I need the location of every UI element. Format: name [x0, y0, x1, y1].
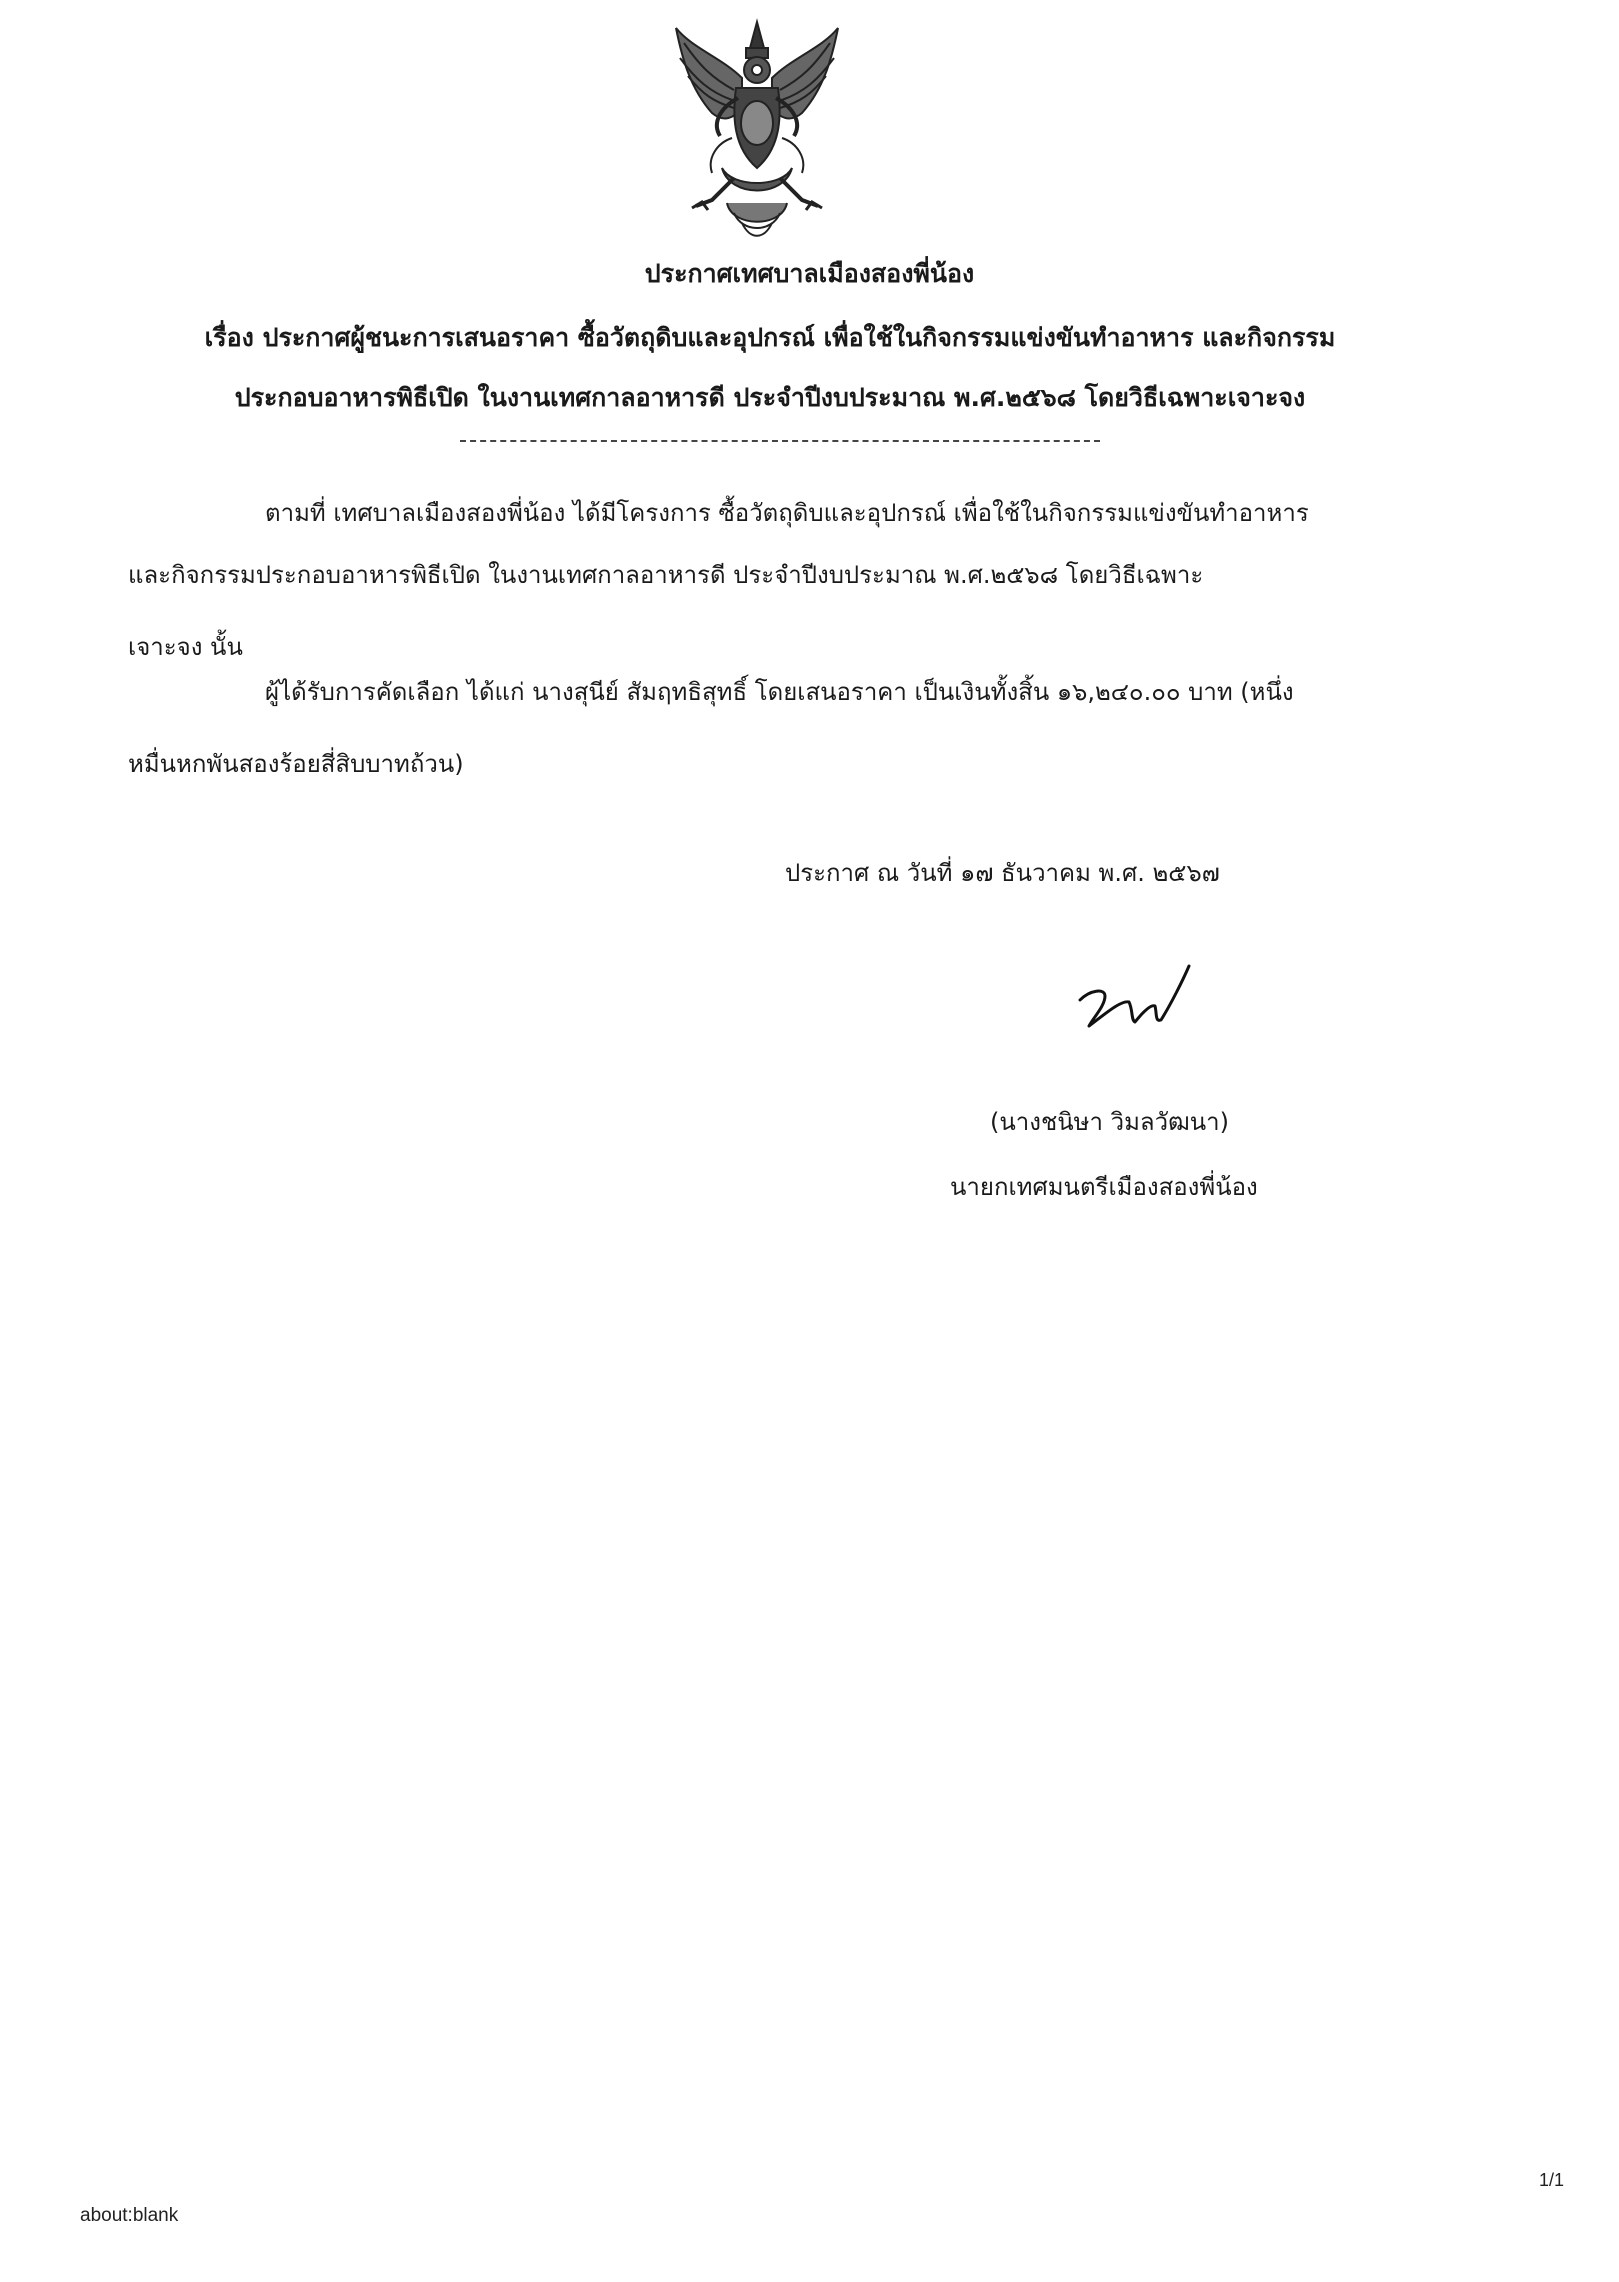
document-title: ประกาศเทศบาลเมืองสองพี่น้อง [644, 259, 975, 288]
paragraph-1-line-3: เจาะจง นั้น [128, 633, 243, 661]
garuda-emblem-icon [672, 18, 842, 243]
document-subject [110, 308, 1430, 428]
page-number: 1/1 [1539, 2170, 1565, 2190]
paragraph-1-line-2: และกิจกรรมประกอบอาหารพิธีเปิด ในงานเทศกาลอาหารดี ประจำปีงบประมาณ พ.ศ.๒๕๖๘ โดยวิธีเฉพาะ [128, 561, 1204, 589]
signer-title: นายกเทศมนตรีเมืองสองพี่น้อง [950, 1173, 1258, 1201]
announcement-date: ประกาศ ณ วันที่ ๑๗ ธันวาคม พ.ศ. ๒๕๖๗ [785, 859, 1220, 887]
subject-line-2: ประกอบอาหารพิธีเปิด ในงานเทศกาลอาหารดี ประจำปีงบประมาณ พ.ศ.๒๕๖๘ โดยวิธีเฉพาะเจาะจง [234, 383, 1306, 412]
paragraph-1-line-1: ตามที่ เทศบาลเมืองสองพี่น้อง ได้มีโครงการ ซื้อวัตถุดิบและอุปกรณ์ เพื่อใช้ในกิจกรรมแข่งขันทำอาหาร [265, 499, 1309, 527]
subject-line-1: เรื่อง ประกาศผู้ชนะการเสนอราคา ซื้อวัตถุดิบและอุปกรณ์ เพื่อใช้ในกิจกรรมแข่งขันทำอาหาร และกิจกรรม [204, 323, 1336, 352]
signer-name: (นางชนิษา วิมลวัฒนา) [990, 1108, 1229, 1136]
footer-url: about:blank [80, 2205, 179, 2226]
paragraph-2-line-1: ผู้ได้รับการคัดเลือก ได้แก่ นางสุนีย์ สัมฤทธิสุทธิ์ โดยเสนอราคา เป็นเงินทั้งสิ้น ๑๖,๒๔๐.๐๐ บาท (หนึ่ง [265, 678, 1294, 706]
separator-line [460, 440, 1100, 442]
handwritten-signature-icon [1075, 960, 1205, 1040]
paragraph-2-line-2: หมื่นหกพันสองร้อยสี่สิบบาทถ้วน) [128, 750, 464, 778]
